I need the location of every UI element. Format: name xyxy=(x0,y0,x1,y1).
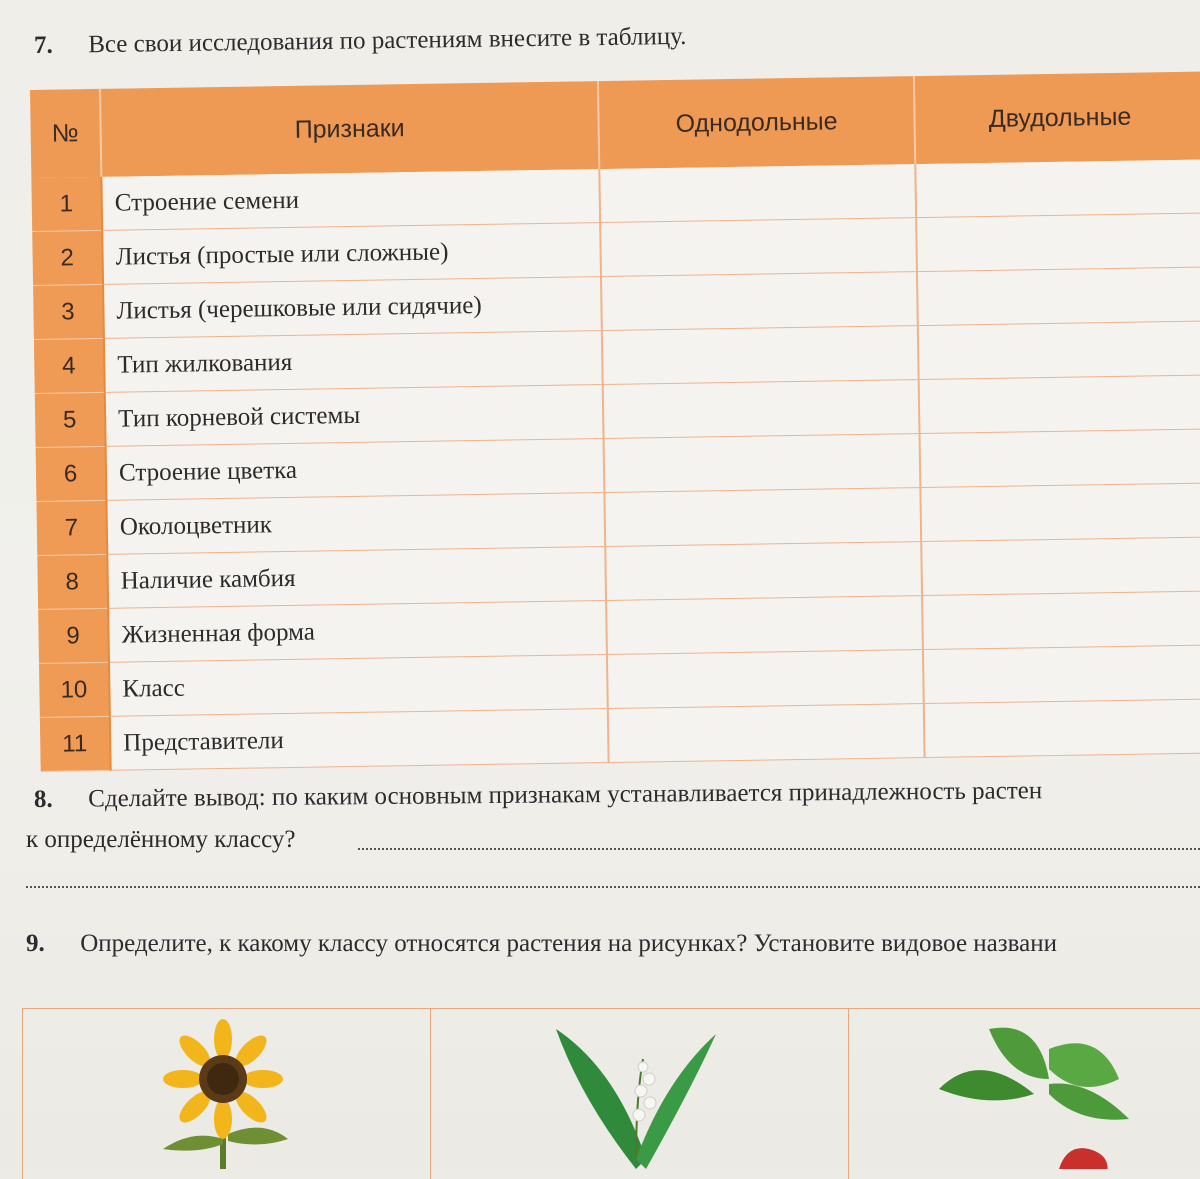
monocots-answer-cell[interactable] xyxy=(601,272,918,331)
table-body xyxy=(31,160,1200,772)
row-number: 10 xyxy=(39,662,110,717)
monocots-answer-cell[interactable] xyxy=(602,326,919,385)
header-number: № xyxy=(30,89,101,178)
dicots-answer-cell[interactable] xyxy=(920,483,1200,542)
answer-line-2[interactable] xyxy=(26,886,1200,888)
monocots-answer-cell[interactable] xyxy=(600,218,917,277)
row-feature: Листья (черешковые или сидячие) xyxy=(103,277,602,339)
row-feature: Строение цветка xyxy=(106,439,605,501)
dicots-answer-cell[interactable] xyxy=(917,267,1200,326)
header-monocots: Однодольные xyxy=(598,76,915,169)
row-feature: Тип жилкования xyxy=(104,331,603,393)
lily-of-the-valley-illustration xyxy=(431,1009,849,1169)
header-dicots: Двудольные xyxy=(914,72,1200,165)
dicots-answer-cell[interactable] xyxy=(922,591,1200,650)
task-8-number: 8. xyxy=(33,785,53,813)
row-feature: Околоцветник xyxy=(106,493,605,555)
task-7-text: Все свои исследования по растениям внесите в таблицу. xyxy=(88,22,687,59)
task-9-text: Определите, к какому классу относятся растения на рисунках? Установите видовое названи xyxy=(80,930,1057,957)
monocots-answer-cell[interactable] xyxy=(605,542,922,601)
row-number: 8 xyxy=(37,554,108,609)
dicots-answer-cell[interactable] xyxy=(919,375,1200,434)
row-number: 6 xyxy=(36,446,107,501)
dicots-answer-cell[interactable] xyxy=(915,160,1200,218)
row-feature: Тип корневой системы xyxy=(105,385,604,447)
row-number: 7 xyxy=(36,500,107,555)
plants-comparison-table-wrap xyxy=(30,72,1200,758)
dicots-answer-cell[interactable] xyxy=(921,537,1200,596)
plants-comparison-table xyxy=(30,72,1200,772)
row-number: 4 xyxy=(34,338,105,393)
monocots-answer-cell[interactable] xyxy=(608,704,925,763)
row-number: 5 xyxy=(35,392,106,447)
row-number: 3 xyxy=(33,284,104,339)
monocots-answer-cell[interactable] xyxy=(607,650,924,709)
row-number: 11 xyxy=(40,716,111,771)
dicots-answer-cell[interactable] xyxy=(918,321,1200,380)
row-feature: Жизненная форма xyxy=(108,601,607,663)
image-box-1 xyxy=(22,1009,431,1179)
task-7-number: 7. xyxy=(33,31,53,59)
dicots-answer-cell[interactable] xyxy=(920,429,1200,488)
monocots-answer-cell[interactable] xyxy=(604,434,921,493)
header-features: Признаки xyxy=(100,81,599,177)
row-feature: Представители xyxy=(110,709,609,771)
task-8-line-1 xyxy=(34,777,1042,814)
answer-line-1[interactable] xyxy=(358,848,1200,850)
monocots-answer-cell[interactable] xyxy=(599,164,916,222)
row-feature: Листья (простые или сложные) xyxy=(102,223,601,285)
sunflower-illustration xyxy=(23,1009,431,1169)
plant-images-strip xyxy=(22,1008,1200,1179)
task-8 xyxy=(33,777,1043,814)
task-9 xyxy=(26,930,1057,958)
image-box-3 xyxy=(848,1009,1200,1179)
task-8-line-2: к определённому классу? xyxy=(26,826,296,853)
row-feature: Наличие камбия xyxy=(107,547,606,609)
dicots-answer-cell[interactable] xyxy=(923,645,1200,704)
row-feature: Класс xyxy=(109,655,608,717)
row-number: 2 xyxy=(32,230,103,285)
monocots-answer-cell[interactable] xyxy=(606,596,923,655)
row-feature: Строение семени xyxy=(101,169,600,230)
image-box-2 xyxy=(430,1009,849,1179)
monocots-answer-cell[interactable] xyxy=(603,380,920,439)
strawberry-illustration xyxy=(849,1009,1200,1169)
dicots-answer-cell[interactable] xyxy=(916,213,1200,272)
row-number: 9 xyxy=(38,608,109,663)
task-9-number: 9. xyxy=(26,930,45,957)
task-7 xyxy=(34,23,687,60)
row-number: 1 xyxy=(31,177,102,232)
task-8-text: Сделайте вывод: по каким основным признакам устанавливается принадлежность растен xyxy=(88,777,1043,813)
monocots-answer-cell[interactable] xyxy=(604,488,921,547)
dicots-answer-cell[interactable] xyxy=(924,699,1200,758)
